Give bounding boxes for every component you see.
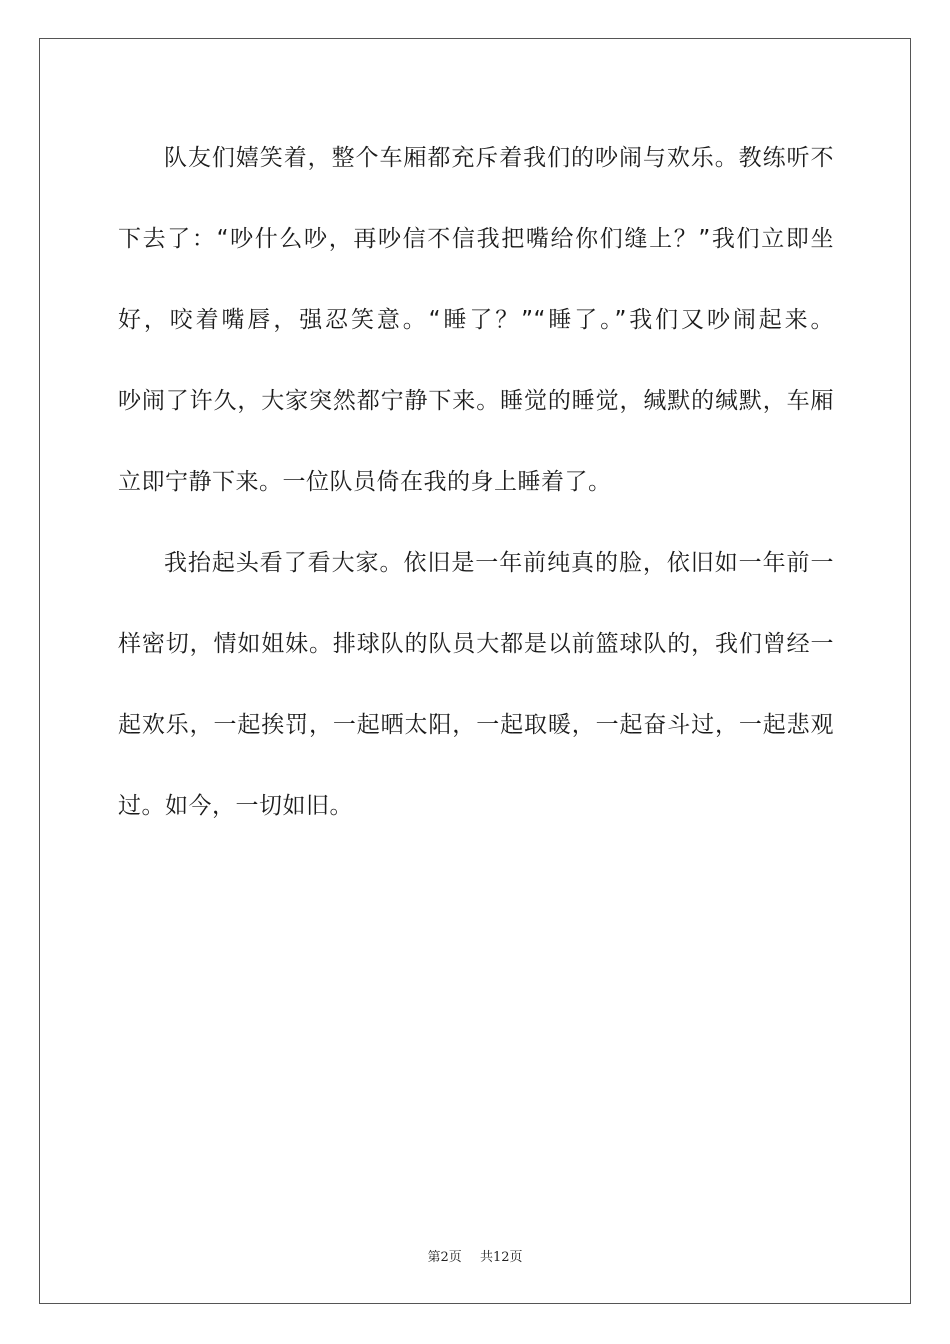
text-line: 下去了：“吵什么吵，再吵信不信我把嘴给你们缝上？”我们立即坐	[118, 226, 834, 252]
text-line: 队友们嬉笑着，整个车厢都充斥着我们的吵闹与欢乐。教练听不	[164, 145, 834, 171]
text-line: 好，咬着嘴唇，强忍笑意。“睡了？”“睡了。”我们又吵闹起来。	[118, 307, 834, 333]
text-line: 我抬起头看了看大家。依旧是一年前纯真的脸，依旧如一年前一	[164, 550, 834, 576]
text-line: 起欢乐，一起挨罚，一起晒太阳，一起取暖，一起奋斗过，一起悲观	[118, 712, 834, 738]
text-line: 过。如今，一切如旧。	[118, 793, 353, 819]
text-line: 吵闹了许久，大家突然都宁静下来。睡觉的睡觉，缄默的缄默，车厢	[118, 388, 834, 414]
page-number: 第2页	[427, 1250, 462, 1265]
text-line: 样密切，情如姐妹。排球队的队员大都是以前篮球队的，我们曾经一	[118, 631, 834, 657]
page-footer	[0, 1246, 950, 1265]
page-total: 共12页	[479, 1250, 523, 1265]
text-line: 立即宁静下来。一位队员倚在我的身上睡着了。	[118, 469, 612, 495]
document-body	[118, 118, 834, 847]
